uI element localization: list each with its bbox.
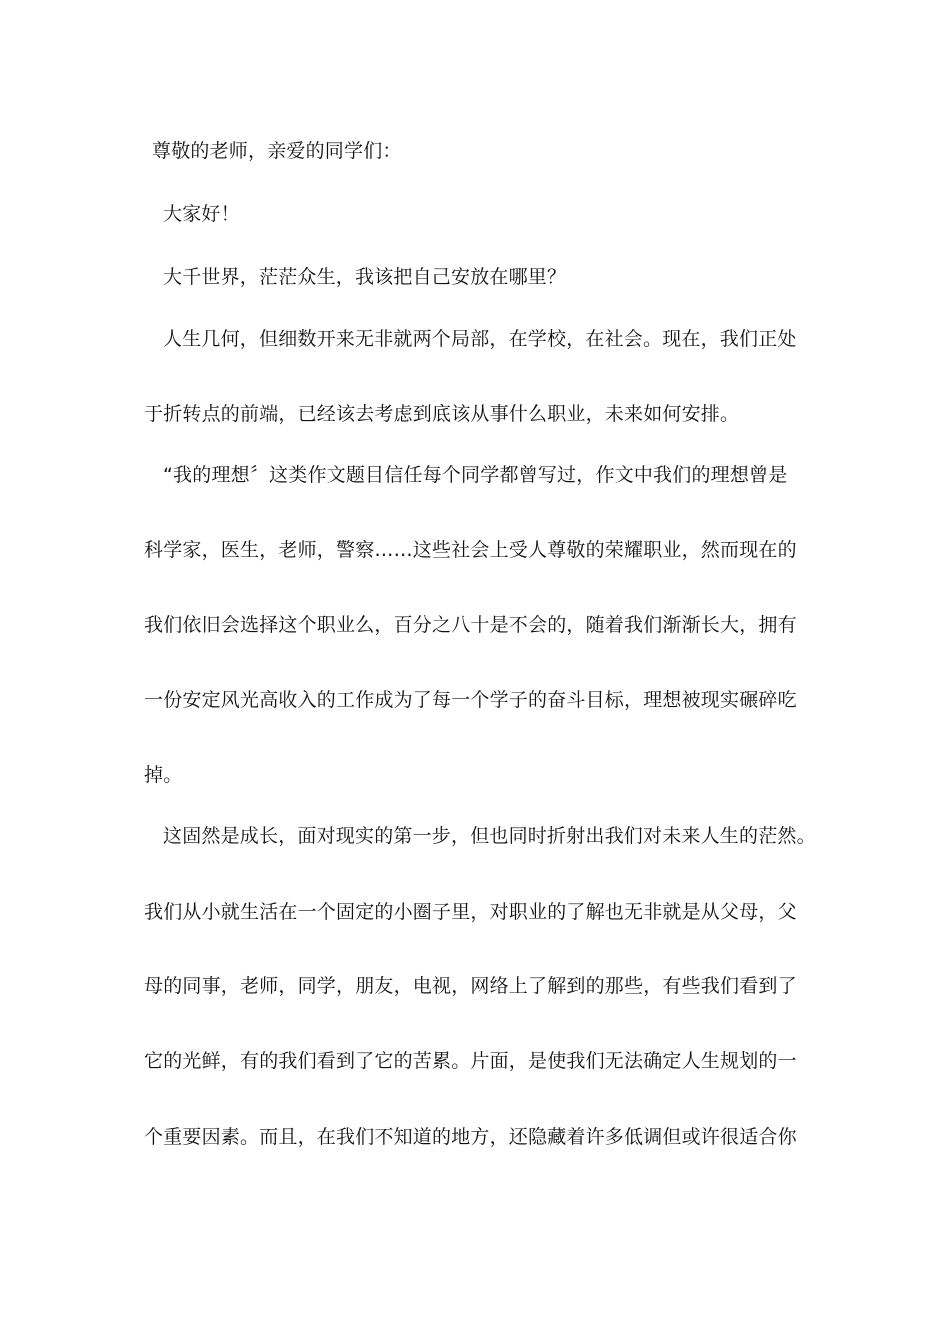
paragraph-line: 一份安定风光高收入的工作成为了每一个学子的奋斗目标，理想被现实碾碎吃: [144, 689, 797, 711]
paragraph-line: 这固然是成长，面对现实的第一步，但也同时折射出我们对未来人生的茫然。: [163, 825, 816, 847]
paragraph-line: 个重要因素。而且，在我们不知道的地方，还隐藏着许多低调但或许很适合你: [144, 1126, 797, 1148]
paragraph-line: 于折转点的前端，已经该去考虑到底该从事什么职业，未来如何安排。: [144, 403, 740, 425]
paragraph-line: 我们依旧会选择这个职业么，百分之八十是不会的，随着我们渐渐长大，拥有: [144, 614, 797, 636]
paragraph-line: 它的光鲜，有的我们看到了它的苦累。片面，是使我们无法确定人生规划的一: [144, 1050, 797, 1072]
paragraph-line: 人生几何，但细数开来无非就两个局部，在学校，在社会。现在，我们正处: [163, 328, 797, 350]
greeting: 大家好！: [163, 203, 240, 225]
paragraph-line: 科学家，医生，老师，警察……这些社会上受人尊敬的荣耀职业，然而现在的: [144, 539, 797, 561]
paragraph-line: “我的理想〞这类作文题目信任每个同学都曾写过，作文中我们的理想曾是: [163, 464, 788, 486]
paragraph-line: 掉。: [144, 764, 183, 786]
paragraph-line: 母的同事，老师，同学，朋友，电视，网络上了解到的那些，有些我们看到了: [144, 975, 797, 997]
paragraph-line: 我们从小就生活在一个固定的小圈子里，对职业的了解也无非就是从父母，父: [144, 901, 797, 923]
salutation: 尊敬的老师，亲爱的同学们：: [152, 140, 402, 162]
paragraph-line: 大千世界，茫茫众生，我该把自己安放在哪里？: [163, 266, 567, 288]
